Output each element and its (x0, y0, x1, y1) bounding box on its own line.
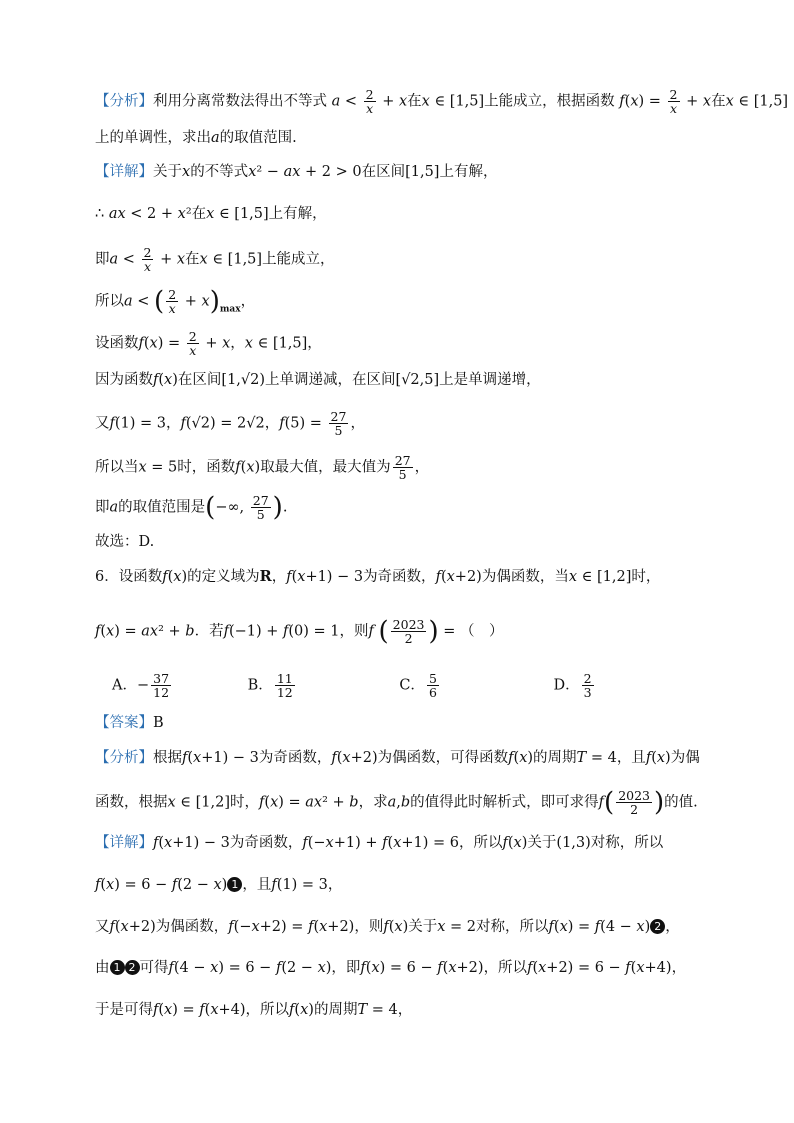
detail-tag: 【详解】 (95, 164, 153, 180)
q5-analysis-line-2: 上的单调性，求出a的取值范围. (95, 130, 297, 146)
option-c: C． $\frac{5}{6}$ (399, 671, 437, 700)
q5-detail-line-8: 所以当x = 5时，函数f(x)取最大值，最大值为 $\frac{27}{5}$ ， (95, 453, 430, 482)
q5-detail-line-1: 【详解】关于x的不等式x² − ax + 2 > 0在区间[1,5]上有解， (95, 164, 498, 180)
q6-statement-line-2: f(x) = ax² + b．若f(−1) + f(0) = 1，则f ( $\frac{2023}{2}$ ) = （ ） (95, 616, 504, 647)
q5-detail-line-6: 因为函数f(x)在区间[1,√2)上单调递减，在区间[√2,5]上是单调递增， (95, 372, 541, 388)
q6-detail-line-5: 于是可得f(x) = f(x+4)，所以f(x)的周期T = 4， (95, 1002, 413, 1018)
q5-detail-line-9: 即a的取值范围是(−∞, $\frac{27}{5}$ ). (95, 492, 288, 523)
q6-analysis-line-2: 函数，根据x ∈ [1,2]时，f(x) = ax² + b，求a,b的值得此时解析式，即可求得f( $\frac{2023}{2}$ )的值. (95, 787, 698, 818)
q5-detail-line-2: ∴ ax < 2 + x²在x ∈ [1,5]上有解， (95, 206, 327, 222)
answer-tag: 【答案】 (95, 715, 153, 731)
q5-detail-line-7: 又f(1) = 3，f(√2) = 2√2，f(5) = $\frac{27}{5}$ ， (95, 409, 365, 438)
q5-analysis-line-1: 【分析】利用分离常数法得出不等式 a < $\frac{2}{x}$ + x在x ∈ [1,5]上能成立，根据函数 f(x) = $\frac{2}{x}$ + x在x ∈ [1,5] (95, 87, 789, 116)
q5-detail-line-5: 设函数f(x) = $\frac{2}{x}$ + x，x ∈ [1,5]， (95, 329, 322, 358)
q6-options (112, 672, 666, 699)
q5-detail-line-4: 所以a < ( $\frac{2}{x}$ + $x)_{max}$， (95, 286, 256, 317)
q6-analysis-line-1: 【分析】根据f(x+1) − 3为奇函数，f(x+2)为偶函数，可得函数f(x)的周期T = 4，且f(x)为偶 (95, 750, 700, 766)
option-b: B． $\frac{11}{12}$ (247, 671, 293, 700)
analysis-tag: 【分析】 (95, 93, 153, 110)
q6-detail-line-2: f(x) = 6 − f(2 − x) 1 ，且f(1) = 3， (95, 877, 343, 893)
q6-statement-line-1: 6．设函数f(x)的定义域为R，f(x+1) − 3为奇函数，f(x+2)为偶函数，当x ∈ [1,2]时， (95, 568, 661, 585)
q5-detail-line-3: 即a < $\frac{2}{x}$ + x在x ∈ [1,5]上能成立， (95, 245, 335, 274)
option-d: D． $\frac{2}{3}$ (553, 671, 592, 700)
q6-detail-line-3: 又f(x+2)为偶函数，f(−x+2) = f(x+2)，则f(x)关于x = 2对称，所以f(x) = f(4 − x) 2 ， (95, 919, 680, 935)
option-a: A．− $\frac{37}{12}$ (112, 671, 170, 700)
q6-detail-line-1: 【详解】f(x+1) − 3为奇函数，f(−x+1) + f(x+1) = 6，所以f(x)关于(1,3)对称，所以 (95, 835, 664, 851)
q5-choice: 故选：D. (95, 534, 155, 550)
q6-answer: 【答案】B (95, 715, 164, 731)
q6-detail-line-4: 由 1 2 可得f(4 − x) = 6 − f(2 − x)，即f(x) = 6 − f(x+2)，所以f(x+2) = 6 − f(x+4)， (95, 960, 687, 976)
